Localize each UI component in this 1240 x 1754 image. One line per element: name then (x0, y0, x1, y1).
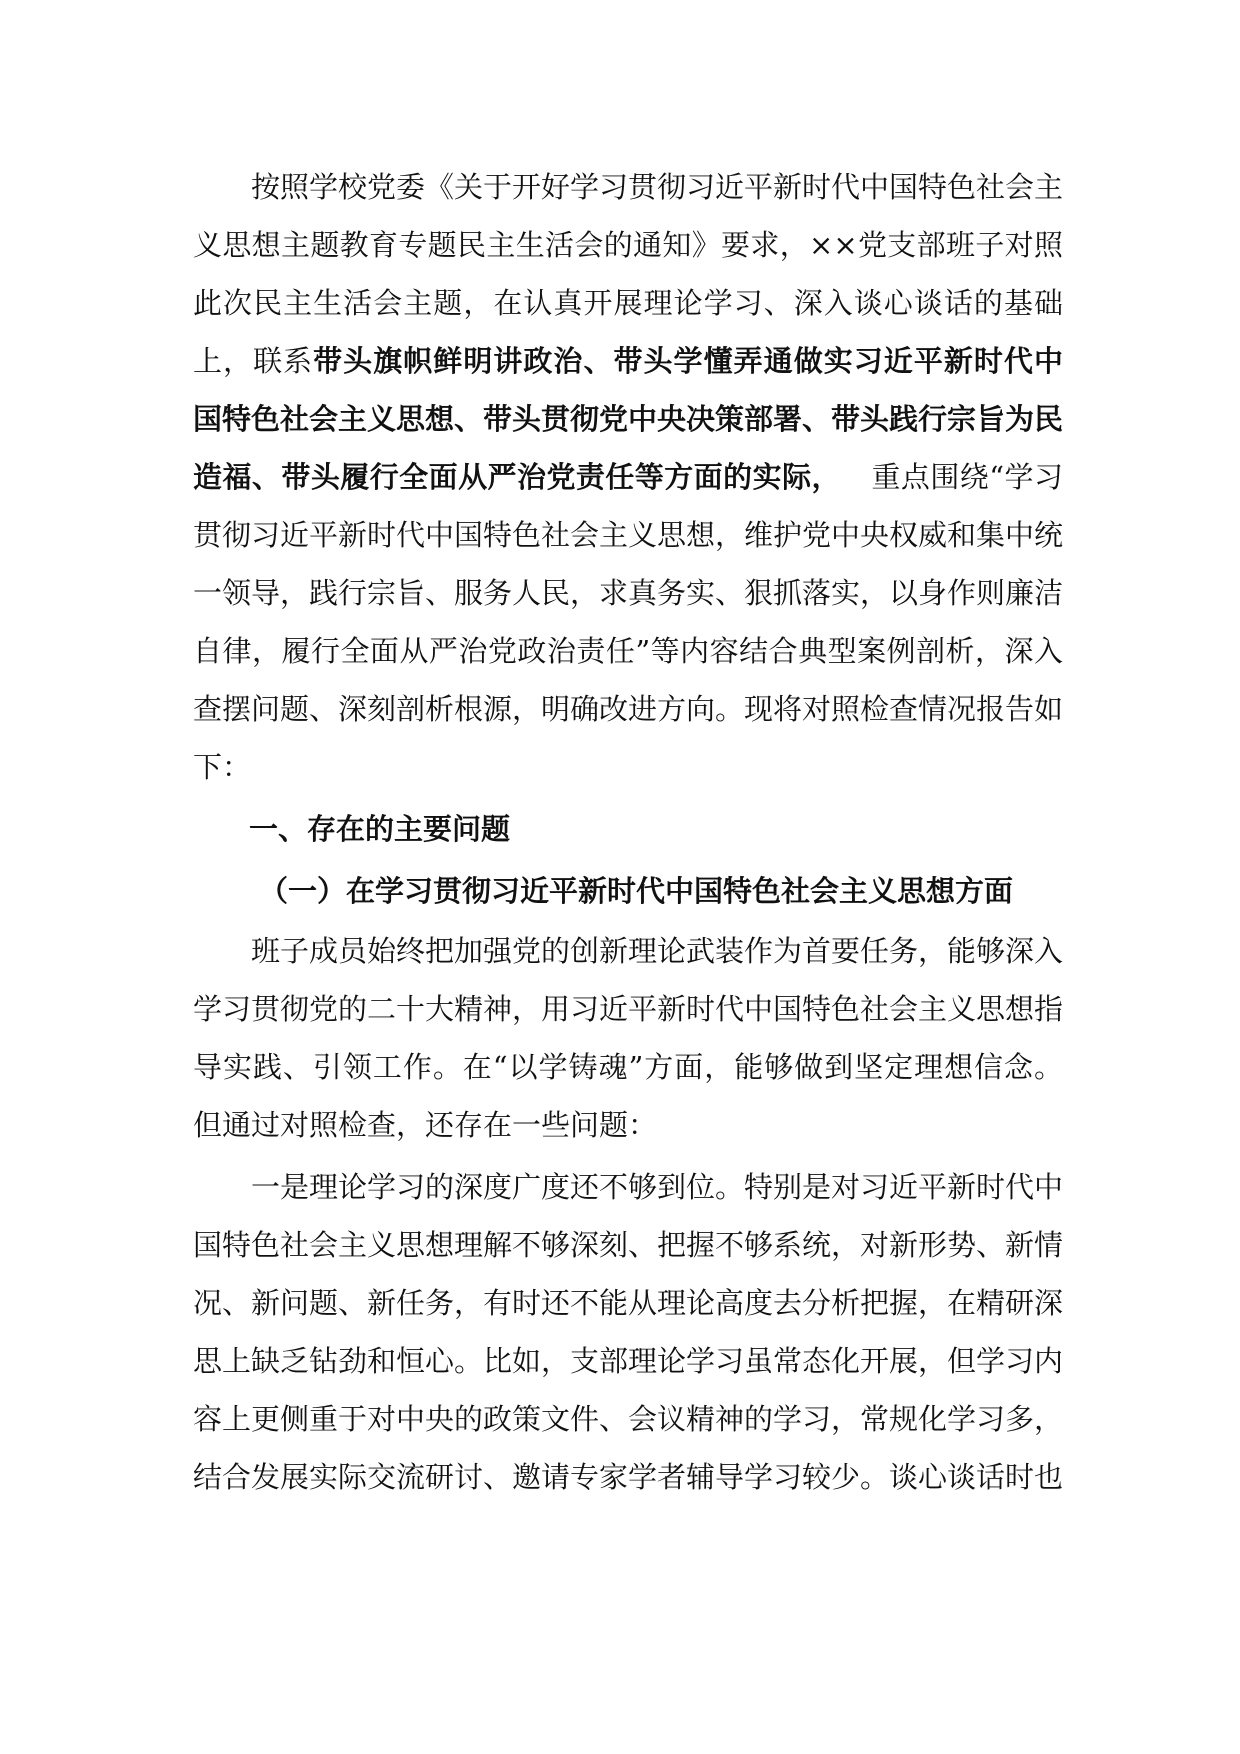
body-paragraph-2: 班子成员始终把加强党的创新理论武装作为首要任务，能够深入学习贯彻党的二十大精神，用习近平新时代中国特色社会主义思想指导实践、引领工作。在“以学铸魂”方面，能够做到坚定理想信念。但通过对照检查，还存在一些问题： (193, 934, 1064, 1142)
intro-text-part2: 重点围绕“学习贯彻习近平新时代中国特色社会主义思想，维护党中央权威和集中统一领导，践行宗旨、服务人民，求真务实、狠抓落实，以身作则廉洁自律，履行全面从严治党政治责任”等内容结合典型案例剖析，深入查摆问题、深刻剖析根源，明确改进方向。现将对照检查情况报告如下： (193, 460, 1064, 784)
document-page (193, 158, 1063, 1510)
intro-paragraph (193, 158, 1063, 796)
body-paragraph-3: 一是理论学习的深度广度还不够到位。特别是对习近平新时代中国特色社会主义思想理解不够深刻、把握不够系统，对新形势、新情况、新问题、新任务，有时还不能从理论高度去分析把握，在精研深思上缺乏钻劲和恒心。比如，支部理论学习虽常态化开展，但学习内容上更侧重于对中央的政策文件、会议精神的学习，常规化学习多，结合发展实际交流研讨、邀请专家学者辅导学习较少。谈心谈话时也 (193, 1170, 1064, 1494)
section-heading: 一、存在的主要问题 (249, 812, 511, 846)
intro-bold-text: 带头旗帜鲜明讲政治、带头学懂弄通做实习近平新时代中国特色社会主义思想、带头贯彻党中央决策部署、带头践行宗旨为民造福、带头履行全面从严治党责任等方面的实际， (193, 344, 1064, 494)
intro-text-part1: 按照学校党委《关于开好学习贯彻习近平新时代中国特色社会主义思想主题教育专题民主生活会的通知》要求，××党支部班子对照此次民主生活会主题，在认真开展理论学习、深入谈心谈话的基础上，联系 (193, 170, 1064, 378)
subsection-heading: （一）在学习贯彻习近平新时代中国特色社会主义思想方面 (259, 874, 1014, 908)
